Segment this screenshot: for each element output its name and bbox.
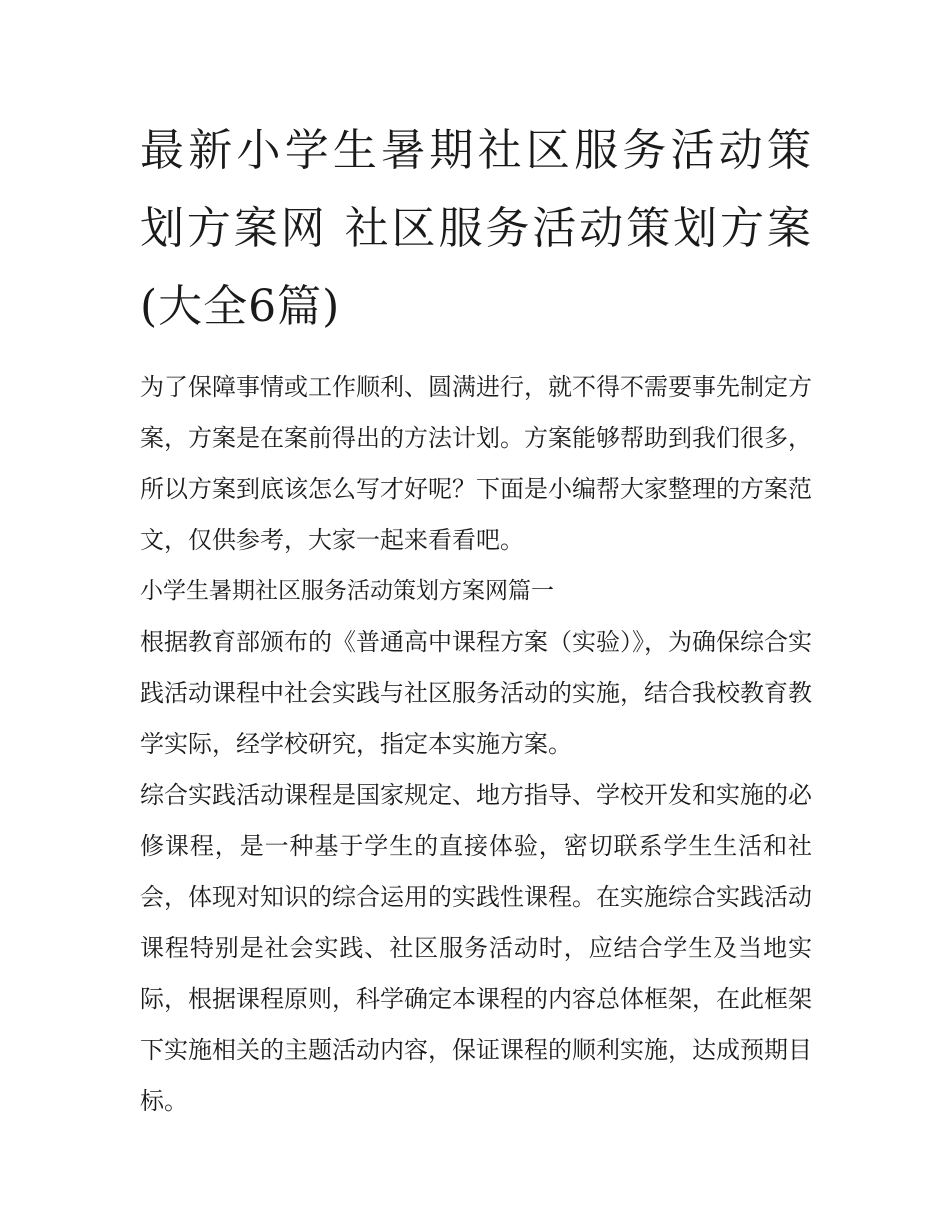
- body-paragraph-2: 综合实践活动课程是国家规定、地方指导、学校开发和实施的必修课程，是一种基于学生的直接体验，密切联系学生生活和社会，体现对知识的综合运用的实践性课程。在实施综合实践活动课程特别是社会实践、社区服务活动时，应结合学生及当地实际，根据课程原则，科学确定本课程的内容总体框架，在此框架下实施相关的主题活动内容，保证课程的顺利实施，达成预期目标。: [140, 781, 812, 1115]
- document-title: 最新小学生暑期社区服务活动策划方案网 社区服务活动策划方案(大全6篇): [140, 125, 812, 332]
- body-paragraph-1: 根据教育部颁布的《普通高中课程方案（实验）》，为确保综合实践活动课程中社会实践与社区服务活动的实施，结合我校教育教学实际，经学校研究，指定本实施方案。: [140, 628, 812, 758]
- document-page: [140, 112, 812, 1127]
- intro-paragraph: 为了保障事情或工作顺利、圆满进行，就不得不需要事先制定方案，方案是在案前得出的方法计划。方案能够帮助到我们很多，所以方案到底该怎么写才好呢？下面是小编帮大家整理的方案范文，仅供参考，大家一起来看看吧。: [140, 373, 812, 554]
- section-heading: 小学生暑期社区服务活动策划方案网篇一: [140, 578, 554, 604]
